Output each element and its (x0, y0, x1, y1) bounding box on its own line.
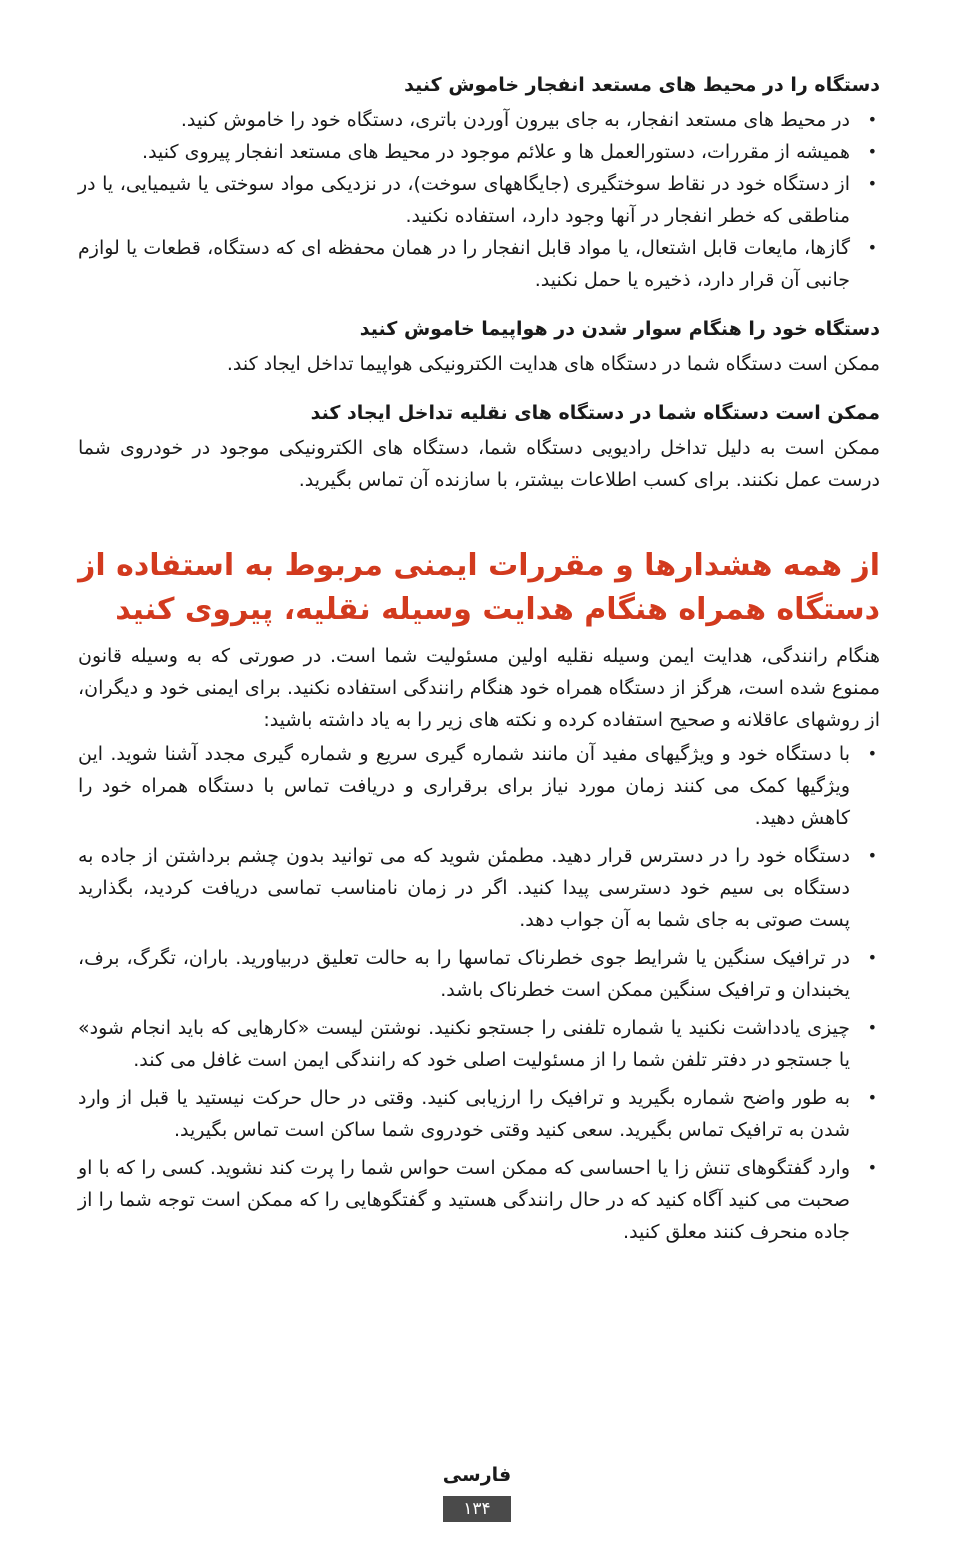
list-item: • دستگاه خود را در دسترس قرار دهید. مطمئن شوید که می توانید بدون چشم برداشتن از جاده به دستگاه بی سیم خود دسترسی پیدا کنید. اگر در زمان نامناسب تماسی دریافت کردید، بگذارید پست صوتی به جای شما به آن جواب دهد. (78, 840, 880, 936)
language-label: فارسی (442, 1464, 512, 1486)
page-footer (0, 1462, 954, 1522)
bullet-icon: • (867, 948, 877, 967)
list-item: • وارد گفتگوهای تنش زا یا احساسی که ممکن است حواس شما را پرت کند نشوید. کسی را که با او صحبت می کنید آگاه کنید که در حال رانندگی هستید و گفتگوهایی را که ممکن است توجه شما را از جاده منحرف کنند معلق کنید. (78, 1152, 880, 1248)
bullet-icon: • (867, 174, 877, 193)
main-heading: از همه هشدارها و مقررات ایمنی مربوط به استفاده از دستگاه همراه هنگام هدایت وسیله نقلیه، پیروی کنید (78, 548, 880, 627)
bullet-icon: • (867, 1018, 877, 1037)
bullet-icon: • (867, 110, 877, 129)
list-item: • از دستگاه خود در نقاط سوختگیری (جایگاههای سوخت)، در نزدیکی مواد سوختی یا شیمیایی، یا در مناطقی که خطر انفجار در آنها وجود دارد، استفاده نکنید. (78, 168, 880, 232)
section-explosive-areas (78, 70, 880, 296)
section-title: ممکن است دستگاه شما در دستگاه های نقلیه تداخل ایجاد کند (310, 402, 880, 424)
section-title: دستگاه را در محیط های مستعد انفجار خاموش کنید (404, 74, 880, 96)
list-item: • در ترافیک سنگین یا شرایط جوی خطرناک تماسها را به حالت تعلیق دربیاورید. باران، تگرگ، برف، یخبندان و ترافیک سنگین ممکن است خطرناک باشد. (78, 942, 880, 1006)
list-item: • گازها، مایعات قابل اشتعال، یا مواد قابل انفجار را در همان محفظه ای که دستگاه، قطعات یا لوازم جانبی آن قرار دارد، ذخیره یا حمل نکنید. (78, 232, 880, 296)
bullet-icon: • (867, 1088, 877, 1107)
document-page (78, 70, 880, 1254)
section-driving-safety (78, 544, 880, 1248)
bullet-icon: • (867, 238, 877, 257)
list-item: • به طور واضح شماره بگیرید و ترافیک را ارزیابی کنید. وقتی در حال حرکت نیستید یا قبل از وارد شدن به ترافیک تماس بگیرید. سعی کنید وقتی خودروی شما ساکن است تماس بگیرید. (78, 1082, 880, 1146)
section-intro: هنگام رانندگی، هدایت ایمن وسیله نقلیه اولین مسئولیت شما است. در صورتی که به وسیله قانون ممنوع شده است، هرگز از دستگاه همراه خود هنگام رانندگی استفاده نکنید. برای ایمنی خود و دیگران، از روشهای عاقلانه و صحیح استفاده کرده و نکته های زیر را به یاد داشته باشید: (78, 645, 880, 731)
list-item: • در محیط های مستعد انفجار، به جای بیرون آوردن باتری، دستگاه خود را خاموش کنید. (78, 104, 880, 136)
list-item: • چیزی یادداشت نکنید یا شماره تلفنی را جستجو نکنید. نوشتن لیست «کارهایی که باید انجام شود» یا جستجو در دفتر تلفن شما را از مسئولیت اصلی خود که رانندگی ایمن است غافل می کند. (78, 1012, 880, 1076)
bullet-list (78, 104, 880, 296)
bullet-icon: • (867, 846, 877, 865)
list-item: • با دستگاه خود و ویژگیهای مفید آن مانند شماره گیری سریع و شماره گیری مجدد آشنا شوید. این ویژگیها کمک می کنند زمان مورد نیاز برای برقراری و دریافت تماس با دستگاه همراه خود را کاهش دهید. (78, 738, 880, 834)
section-airplane (78, 314, 880, 380)
section-title: دستگاه خود را هنگام سوار شدن در هواپیما خاموش کنید (359, 318, 880, 340)
page-number-badge: ۱۳۴ (443, 1496, 511, 1522)
section-text: ممکن است دستگاه شما در دستگاه های هدایت الکترونیکی هواپیما تداخل ایجاد کند. (226, 353, 880, 375)
section-text: ممکن است به دلیل تداخل رادیویی دستگاه شما، دستگاه های الکترونیکی موجود در خودروی شما درست عمل نکنند. برای کسب اطلاعات بیشتر، با سازنده آن تماس بگیرید. (78, 437, 880, 491)
bullet-icon: • (867, 1158, 877, 1177)
bullet-list (78, 738, 880, 1248)
list-item: • همیشه از مقررات، دستورالعمل ها و علائم موجود در محیط های مستعد انفجار پیروی کنید. (78, 136, 880, 168)
bullet-icon: • (867, 744, 877, 763)
section-vehicle-interference (78, 398, 880, 496)
bullet-icon: • (867, 142, 877, 161)
